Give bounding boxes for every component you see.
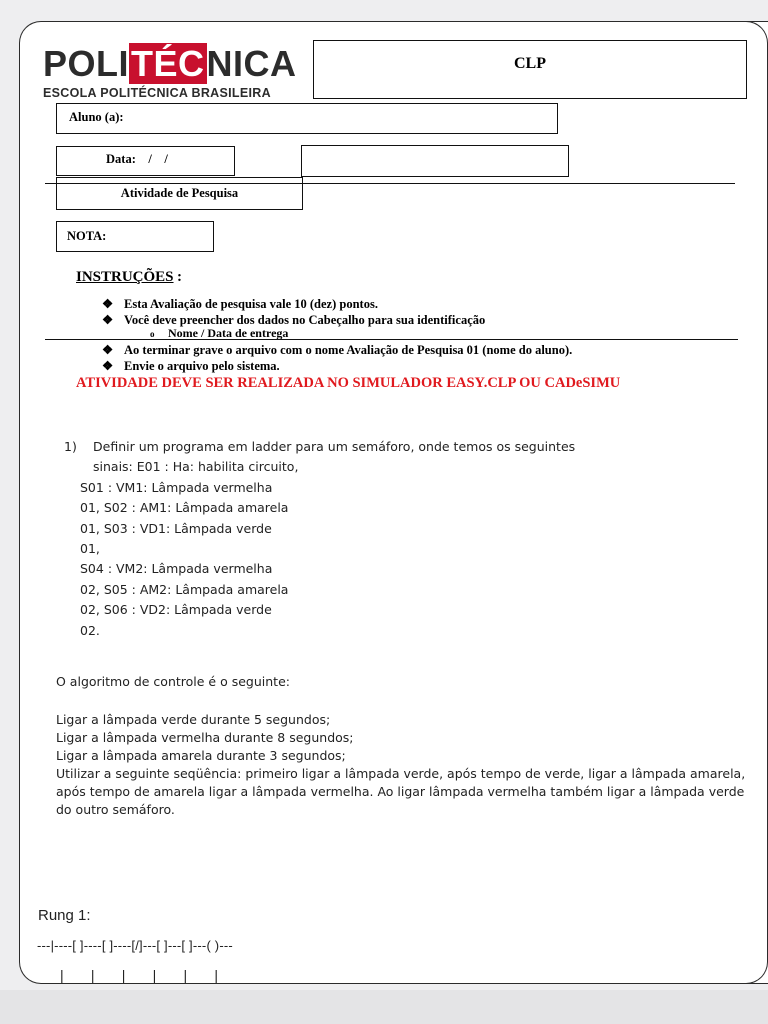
list-item: ❖ Envie o arquivo pelo sistema. — [102, 358, 280, 373]
student-name-field[interactable] — [56, 103, 558, 134]
list-item: ❖ Esta Avaliação de pesquisa vale 10 (dez) pontos. — [102, 297, 378, 311]
school-logo — [43, 44, 297, 84]
list-item: ❖ Ao terminar grave o arquivo com o nome Avaliação de Pesquisa 01 (nome do aluno). — [102, 343, 573, 357]
ladder-rung: ---|----[ ]----[ ]----[/]---[ ]---[ ]---( )--- — [37, 938, 233, 953]
logo-text-right: NICA — [206, 43, 297, 84]
question-text: Definir um programa em ladder para um semáforo, onde temos os seguintes sinais: E01 : Ha: habilita circuito, S01 : VM1: Lâmpada vermelha 01, S02 : AM1: Lâmpada amarela 01, S03 : VD1: Lâmpada verde 01, S04 : VM2: Lâmpada vermelha 02, S05 : AM2: Lâmpada amarela 02, S06 : VD2: Lâmpada verde 02. — [80, 439, 576, 638]
instructions-colon: : — [177, 269, 182, 285]
background-strip — [0, 990, 768, 1024]
logo-text-mid: TÉC — [131, 43, 205, 84]
list-item: ❖ Você deve preencher dos dados no Cabeçalho para sua identificação — [102, 312, 486, 327]
circle-bullet-icon: o — [150, 329, 155, 339]
blank-field[interactable] — [301, 145, 569, 177]
grade-label: NOTA: — [67, 229, 107, 243]
list-item: Ligar a lâmpada verde durante 5 segundos; — [56, 712, 331, 727]
ladder-bars: | | | | | | — [60, 967, 218, 983]
simulator-warning: ATIVIDADE DEVE SER REALIZADA NO SIMULADOR EASY.CLP OU CADeSIMU — [76, 375, 621, 391]
instructions-title: INSTRUÇÕES — [76, 269, 174, 285]
subject-title: CLP — [514, 55, 546, 72]
list-item: Ligar a lâmpada amarela durante 3 segundos; — [56, 748, 346, 763]
bullet-icon: ❖ — [102, 343, 114, 357]
bullet-icon: ❖ — [102, 297, 114, 311]
instructions-divider — [45, 339, 738, 340]
question-number: 1) — [64, 439, 77, 454]
rung-label: Rung 1: — [38, 907, 91, 924]
document-page-edge — [738, 21, 768, 984]
algorithm-intro: O algoritmo de controle é o seguinte: — [56, 674, 290, 689]
student-name-label: Aluno (a): — [69, 110, 124, 124]
list-item: Utilizar a seguinte seqüência: primeiro ligar a lâmpada verde, após tempo de verde, ligar a lâmpada amarela, após tempo de amarela ligar a lâmpada vermelha. Ao ligar lâmpada vermelha também ligar a lâmpada verde do outro semáforo. — [56, 766, 746, 817]
logo-subtitle: ESCOLA POLITÉCNICA BRASILEIRA — [43, 86, 271, 100]
activity-label: Atividade de Pesquisa — [120, 186, 239, 200]
logo-text-left: POLI — [43, 43, 130, 84]
sub-list-item: o Nome / Data de entrega — [150, 328, 289, 339]
bullet-icon: ❖ — [102, 312, 114, 327]
bullet-icon: ❖ — [102, 358, 114, 373]
algorithm-steps — [56, 711, 746, 819]
instructions-list — [102, 297, 742, 374]
date-label: Data: / / — [106, 152, 168, 166]
list-item: Ligar a lâmpada vermelha durante 8 segundos; — [56, 730, 354, 745]
